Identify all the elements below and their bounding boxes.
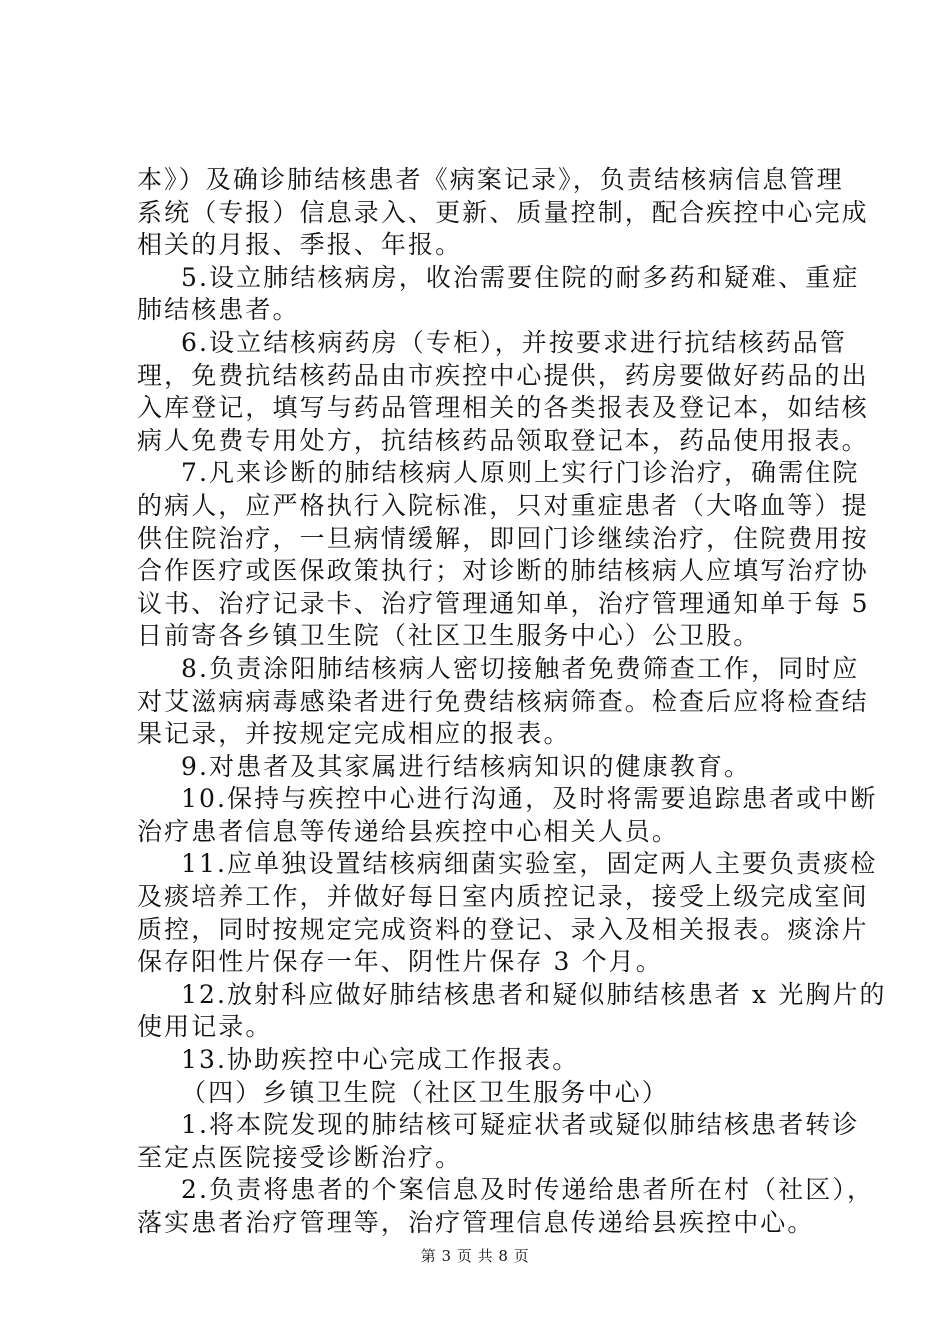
list-item-1: 1.将本院发现的肺结核可疑症状者或疑似肺结核患者转诊 [181, 1110, 860, 1140]
section-heading: （四）乡镇卫生院（社区卫生服务中心） [181, 1077, 669, 1107]
text-line: 本》）及确诊肺结核患者《病案记录》，负责结核病信息管理 [137, 165, 844, 194]
text-line: 使用记录。 [137, 1012, 273, 1042]
text-line: 的病人，应严格执行入院标准，只对重症患者（大咯血等）提 [137, 490, 869, 520]
text-line: 保存阳性片保存一年、阴性片保存 3 个月。 [137, 947, 663, 977]
text-line: 合作医疗或医保政策执行；对诊断的肺结核病人应填写治疗协 [137, 556, 869, 586]
text-line: 对艾滋病病毒感染者进行免费结核病筛查。检查后应将检查结 [137, 686, 869, 716]
list-item-9: 9.对患者及其家属进行结核病知识的健康教育。 [181, 751, 752, 781]
list-item-7: 7.凡来诊断的肺结核病人原则上实行门诊治疗，确需住院 [181, 458, 860, 488]
text-line: 供住院治疗，一旦病情缓解，即回门诊继续治疗，住院费用按 [137, 523, 869, 553]
list-item-2: 2.负责将患者的个案信息及时传递给患者所在村（社区）， [181, 1175, 875, 1205]
text-line: 理，免费抗结核药品由市疾控中心提供，药房要做好药品的出 [137, 360, 869, 390]
list-item-12: 12.放射科应做好肺结核患者和疑似肺结核患者 x 光胸片的 [181, 979, 887, 1009]
list-item-13: 13.协助疾控中心完成工作报表。 [181, 1045, 580, 1075]
text-line: 治疗患者信息等传递给县疾控中心相关人员。 [137, 816, 680, 846]
page-number: 第 3 页 共 8 页 [420, 1247, 530, 1265]
text-line: 日前寄各乡镇卫生院（社区卫生服务中心）公卫股。 [137, 621, 761, 651]
text-line: 及痰培养工作，并做好每日室内质控记录，接受上级完成室间 [137, 882, 869, 912]
text-line: 落实患者治疗管理等，治疗管理信息传递给县疾控中心。 [137, 1208, 815, 1237]
list-item-8: 8.负责涂阳肺结核病人密切接触者免费筛查工作，同时应 [181, 653, 860, 683]
text-line: 肺结核患者。 [137, 295, 300, 325]
text-line: 病人免费专用处方，抗结核药品领取登记本，药品使用报表。 [137, 425, 869, 455]
text-line: 果记录，并按规定完成相应的报表。 [137, 719, 571, 749]
text-line: 相关的月报、季报、年报。 [137, 230, 463, 260]
list-item-10: 10.保持与疾控中心进行沟通，及时将需要追踪患者或中断 [181, 784, 878, 814]
document-body [137, 164, 887, 1240]
text-line: 议书、治疗记录卡、治疗管理通知单，治疗管理通知单于每 5 [137, 588, 870, 618]
text-line: 系统（专报）信息录入、更新、质量控制，配合疾控中心完成 [137, 197, 869, 227]
list-item-6: 6.设立结核病药房（专柜），并按要求进行抗结核药品管 [181, 327, 847, 357]
list-item-11: 11.应单独设置结核病细菌实验室，固定两人主要负责痰检 [181, 849, 878, 879]
text-line: 质控，同时按规定完成资料的登记、录入及相关报表。痰涂片 [137, 914, 869, 944]
list-item-5: 5.设立肺结核病房，收治需要住院的耐多药和疑难、重症 [181, 262, 860, 292]
text-line: 至定点医院接受诊断治疗。 [137, 1142, 463, 1172]
text-line: 入库登记，填写与药品管理相关的各类报表及登记本，如结核 [137, 393, 869, 423]
